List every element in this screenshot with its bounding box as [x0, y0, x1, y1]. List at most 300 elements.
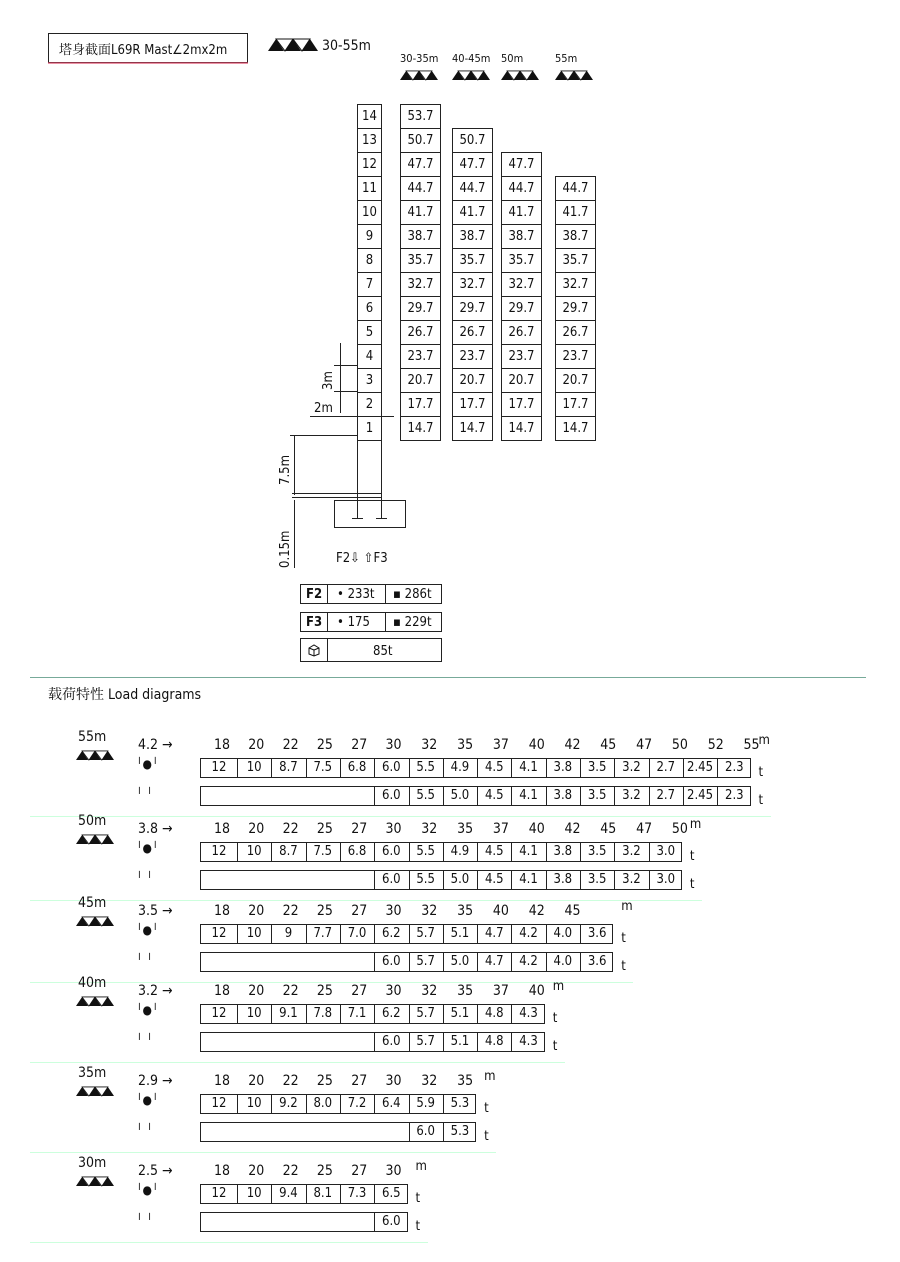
radius-label: 32: [421, 1073, 438, 1089]
four-fall-capacity-row: [200, 1094, 476, 1114]
capacity-cell: 4.2: [519, 926, 538, 941]
mast-height-cell: 23.7: [400, 344, 441, 369]
force-row: [300, 584, 442, 604]
capacity-cell: 9: [284, 926, 293, 941]
capacity-cell: 10: [246, 926, 262, 941]
radius-label: 18: [214, 983, 231, 999]
min-radius-label: 3.8 →: [138, 821, 173, 837]
capacity-cell: 3.8: [553, 844, 573, 859]
capacity-cell: 6.0: [382, 872, 401, 887]
lattice-jib-icon: [501, 70, 539, 81]
lattice-jib-icon: [76, 916, 114, 927]
foundation-block: [334, 500, 406, 528]
mast-height-cell: 29.7: [555, 296, 596, 321]
base-line-1: [292, 493, 382, 494]
force-value-a: • 175: [337, 615, 370, 630]
capacity-cell: 4.5: [484, 788, 504, 803]
radius-label: 32: [421, 903, 438, 919]
two-fall-hook-icon: ╵ ╵: [136, 1213, 153, 1227]
mast-height-cell: 44.7: [555, 176, 596, 201]
capacity-cell: 9.1: [279, 1006, 298, 1021]
capacity-cell: 5.5: [416, 788, 435, 803]
capacity-cell: 5.7: [416, 926, 435, 941]
radius-label: 30: [385, 1073, 402, 1089]
diagram-divider: [30, 1242, 428, 1243]
mast-section-title: 塔身截面L69R Mast∠2mx2m: [48, 33, 248, 63]
radius-label: 22: [282, 821, 299, 837]
mast-height-cell: 29.7: [452, 296, 493, 321]
radius-label: 18: [214, 903, 231, 919]
four-fall-hook-icon: ╵●╵: [136, 757, 159, 771]
mast-section-number: 6: [357, 296, 382, 321]
mast-left-leg: [357, 416, 358, 500]
mast-section-number: 10: [357, 200, 382, 225]
jib-length-label: 35m: [78, 1065, 107, 1081]
two-fall-capacity-row: [200, 1032, 545, 1052]
mast-right-leg: [381, 416, 382, 500]
capacity-cell: 10: [246, 1186, 262, 1201]
four-fall-capacity-row: [200, 924, 613, 944]
two-fall-hook-icon: ╵ ╵: [136, 953, 153, 967]
capacity-cell: 3.2: [622, 844, 641, 859]
mast-height-cell: 47.7: [501, 152, 542, 177]
mast-height-cell: 17.7: [501, 392, 542, 417]
mast-height-cell: 29.7: [400, 296, 441, 321]
capacity-cell: 12: [211, 1096, 227, 1111]
base-line-2: [292, 497, 382, 498]
dim-3m-line: [340, 343, 341, 413]
force-row: [300, 612, 442, 632]
capacity-cell: 4.7: [484, 954, 504, 969]
unit-t-label: t: [758, 765, 764, 780]
unit-t-label: t: [621, 931, 626, 946]
radius-label: 30: [385, 737, 402, 753]
capacity-cell: 5.3: [450, 1096, 470, 1111]
capacity-cell: 7.5: [313, 760, 333, 775]
capacity-cell: 6.0: [382, 844, 401, 859]
mast-height-cell: 14.7: [555, 416, 596, 441]
anchor-right: [381, 500, 382, 518]
radius-label: 25: [316, 821, 333, 837]
capacity-cell: 6.0: [382, 1214, 401, 1229]
capacity-cell: 2.3: [725, 788, 744, 803]
radius-label: 25: [316, 983, 333, 999]
dim-7-5m-tick: [290, 435, 358, 436]
mast-height-cell: 32.7: [400, 272, 441, 297]
lattice-jib-icon: [76, 1086, 114, 1097]
radius-label: 45: [564, 903, 581, 919]
load-diagrams-title: 载荷特性 Load diagrams: [48, 687, 202, 703]
jib-range-label: 30-55m: [322, 38, 371, 54]
capacity-cell: 4.8: [484, 1034, 504, 1049]
mast-height-cell: 20.7: [555, 368, 596, 393]
lattice-jib-icon: [76, 750, 114, 761]
mast-section-number: 8: [357, 248, 382, 273]
mast-height-cell: 41.7: [501, 200, 542, 225]
mast-height-cell: 44.7: [452, 176, 493, 201]
capacity-cell: 3.8: [553, 788, 573, 803]
radius-label: 37: [492, 737, 509, 753]
capacity-cell: 2.7: [656, 788, 676, 803]
mast-height-cell: 41.7: [555, 200, 596, 225]
radius-label: 27: [351, 1073, 368, 1089]
force-divider: [385, 585, 386, 603]
radius-label: 27: [351, 1163, 368, 1179]
unit-m-label: m: [552, 979, 565, 994]
diagram-divider: [30, 1062, 565, 1063]
capacity-cell: 4.5: [484, 872, 504, 887]
radius-label: 22: [282, 1163, 299, 1179]
capacity-cell: 4.2: [519, 954, 538, 969]
lattice-jib-icon: [555, 70, 593, 81]
radius-label: 27: [351, 821, 368, 837]
mast-height-cell: 26.7: [501, 320, 542, 345]
mast-section-number: 5: [357, 320, 382, 345]
anchor-left-foot: [352, 518, 363, 519]
force-divider: [327, 613, 328, 631]
capacity-cell: 4.7: [484, 926, 504, 941]
radius-label: 47: [636, 737, 653, 753]
lattice-jib-icon: [76, 996, 114, 1007]
unit-t-label: t: [758, 793, 764, 808]
mast-section-number: 4: [357, 344, 382, 369]
radius-label: 37: [492, 821, 509, 837]
radius-label: 50: [671, 821, 688, 837]
radius-label: 20: [248, 1073, 265, 1089]
two-fall-hook-icon: ╵ ╵: [136, 1123, 153, 1137]
dim-7-5m-line: [294, 435, 295, 495]
dim-0-15m-label: 0.15m: [278, 530, 293, 568]
capacity-cell: 3.5: [587, 844, 607, 859]
capacity-cell: 2.3: [725, 760, 744, 775]
capacity-cell: 6.8: [347, 760, 367, 775]
capacity-cell: 7.1: [347, 1006, 367, 1021]
radius-label: 42: [528, 903, 545, 919]
mast-height-cell: 50.7: [400, 128, 441, 153]
capacity-cell: 3.2: [622, 788, 641, 803]
mast-section-number: 12: [357, 152, 382, 177]
capacity-cell: 5.9: [416, 1096, 435, 1111]
radius-label: 25: [316, 903, 333, 919]
radius-label: 45: [600, 737, 617, 753]
capacity-cell: 4.5: [484, 760, 504, 775]
mast-column-label: 50m: [501, 52, 524, 65]
radius-label: 30: [385, 983, 402, 999]
mast-height-cell: 35.7: [400, 248, 441, 273]
mast-height-cell: 14.7: [501, 416, 542, 441]
mast-height-cell: 20.7: [501, 368, 542, 393]
mast-height-cell: 17.7: [555, 392, 596, 417]
mast-height-cell: 23.7: [555, 344, 596, 369]
radius-label: 47: [636, 821, 653, 837]
two-fall-capacity-row: [200, 1212, 408, 1232]
radius-label: 42: [564, 821, 581, 837]
force-divider: [327, 585, 328, 603]
force-value-b: ▪ 286t: [393, 587, 432, 602]
capacity-cell: 5.0: [450, 872, 470, 887]
capacity-cell: 7.8: [313, 1006, 333, 1021]
radius-label: 40: [528, 821, 545, 837]
dim-3m-tick-bottom: [334, 391, 358, 392]
unit-t-label: t: [484, 1101, 489, 1116]
capacity-cell: 3.5: [587, 760, 607, 775]
force-divider: [385, 613, 386, 631]
dim-3m-label: 3m: [321, 371, 336, 390]
capacity-cell: 10: [246, 1006, 262, 1021]
radius-label: 32: [421, 983, 438, 999]
mast-height-cell: 26.7: [452, 320, 493, 345]
radius-label: 52: [707, 737, 724, 753]
jib-length-label: 45m: [78, 895, 107, 911]
radius-label: 35: [457, 983, 474, 999]
capacity-cell: 4.9: [450, 844, 470, 859]
radius-label: 22: [282, 1073, 299, 1089]
radius-label: 30: [385, 903, 402, 919]
mast-height-cell: 38.7: [555, 224, 596, 249]
radius-label: 27: [351, 983, 368, 999]
mast-section-number: 11: [357, 176, 382, 201]
capacity-cell: 12: [211, 760, 227, 775]
capacity-cell: 4.9: [450, 760, 470, 775]
mast-height-cell: 35.7: [452, 248, 493, 273]
ballast-divider: [327, 639, 328, 661]
radius-label: 40: [528, 983, 545, 999]
capacity-cell: 2.7: [656, 760, 676, 775]
radius-label: 50: [671, 737, 688, 753]
four-fall-capacity-row: [200, 758, 751, 778]
capacity-cell: 7.3: [347, 1186, 367, 1201]
force-value-a: • 233t: [337, 587, 375, 602]
capacity-cell: 4.5: [484, 844, 504, 859]
mast-section-number: 7: [357, 272, 382, 297]
two-fall-capacity-row: [200, 952, 613, 972]
capacity-cell: 5.1: [450, 926, 470, 941]
mast-height-cell: 53.7: [400, 104, 441, 129]
capacity-cell: 6.0: [382, 788, 401, 803]
radius-label: 20: [248, 737, 265, 753]
mast-height-cell: 29.7: [501, 296, 542, 321]
mast-height-cell: 26.7: [555, 320, 596, 345]
min-radius-label: 3.2 →: [138, 983, 173, 999]
capacity-cell: 3.8: [553, 760, 573, 775]
radius-label: 35: [457, 1073, 474, 1089]
mast-column-label: 30-35m: [400, 52, 439, 65]
anchor-left: [357, 500, 358, 518]
capacity-cell: 3.2: [622, 872, 641, 887]
mast-height-cell: 38.7: [452, 224, 493, 249]
capacity-cell: 3.6: [587, 926, 607, 941]
lattice-jib-icon: [400, 70, 438, 81]
section-separator: [30, 677, 866, 678]
capacity-cell: 6.4: [382, 1096, 401, 1111]
capacity-cell: 6.8: [347, 844, 367, 859]
radius-label: 35: [457, 821, 474, 837]
radius-label: 18: [214, 1073, 231, 1089]
two-fall-capacity-row: [200, 786, 751, 806]
capacity-cell: 3.5: [587, 788, 607, 803]
four-fall-hook-icon: ╵●╵: [136, 841, 159, 855]
dim-0-15m-line: [294, 500, 295, 568]
capacity-cell: 10: [246, 844, 262, 859]
diagram-divider: [30, 900, 702, 901]
lattice-jib-icon: [76, 834, 114, 845]
mast-section-number: 1: [357, 416, 382, 441]
capacity-cell: 5.5: [416, 760, 435, 775]
mast-height-cell: 32.7: [452, 272, 493, 297]
capacity-cell: 6.0: [382, 1034, 401, 1049]
mast-height-cell: 38.7: [501, 224, 542, 249]
capacity-cell: 7.7: [313, 926, 333, 941]
radius-label: 30: [385, 821, 402, 837]
radius-label: 20: [248, 821, 265, 837]
capacity-cell: 6.0: [382, 954, 401, 969]
lattice-jib-icon: [76, 1176, 114, 1187]
title-underline: [48, 62, 248, 64]
capacity-cell: 12: [211, 1186, 227, 1201]
mast-section-number: 2: [357, 392, 382, 417]
capacity-cell: 5.7: [416, 1034, 435, 1049]
radius-label: 32: [421, 737, 438, 753]
radius-label: 35: [457, 903, 474, 919]
capacity-cell: 3.5: [587, 872, 607, 887]
mast-section-number: 13: [357, 128, 382, 153]
unit-m-label: m: [415, 1159, 427, 1174]
radius-label: 22: [282, 903, 299, 919]
radius-label: 20: [248, 1163, 265, 1179]
jib-length-label: 50m: [78, 813, 107, 829]
four-fall-capacity-row: [200, 842, 682, 862]
mast-height-cell: 20.7: [452, 368, 493, 393]
radius-label: 25: [316, 737, 333, 753]
mast-section-number: 14: [357, 104, 382, 129]
capacity-cell: 7.2: [347, 1096, 367, 1111]
capacity-cell: 3.6: [587, 954, 607, 969]
capacity-cell: 8.0: [313, 1096, 333, 1111]
capacity-cell: 8.7: [279, 844, 298, 859]
mast-height-cell: 35.7: [501, 248, 542, 273]
radius-label: 18: [214, 821, 231, 837]
radius-label: 45: [600, 821, 617, 837]
capacity-cell: 10: [246, 760, 262, 775]
unit-t-label: t: [552, 1011, 558, 1026]
mast-height-cell: 38.7: [400, 224, 441, 249]
capacity-cell: 8.1: [313, 1186, 333, 1201]
capacity-cell: 2.45: [687, 788, 714, 803]
radius-label: 37: [492, 983, 509, 999]
jib-length-label: 55m: [78, 729, 107, 745]
radius-label: 35: [457, 737, 474, 753]
capacity-cell: 3.0: [656, 872, 676, 887]
lattice-jib-icon: [268, 38, 318, 52]
two-fall-hook-icon: ╵ ╵: [136, 1033, 153, 1047]
capacity-cell: 9.2: [279, 1096, 298, 1111]
mast-height-cell: 23.7: [452, 344, 493, 369]
mast-height-cell: 41.7: [452, 200, 493, 225]
mast-height-cell: 23.7: [501, 344, 542, 369]
mast-height-cell: 47.7: [400, 152, 441, 177]
two-fall-hook-icon: ╵ ╵: [136, 871, 153, 885]
capacity-cell: 6.0: [382, 760, 401, 775]
dim-7-5m-label: 7.5m: [278, 455, 293, 485]
radius-label: 25: [316, 1163, 333, 1179]
mast-height-cell: 14.7: [400, 416, 441, 441]
mast-column-label: 40-45m: [452, 52, 491, 65]
capacity-cell: 6.2: [382, 926, 401, 941]
mast-height-cell: 35.7: [555, 248, 596, 273]
anchor-right-foot: [376, 518, 387, 519]
mast-height-cell: 47.7: [452, 152, 493, 177]
unit-t-label: t: [415, 1191, 421, 1206]
capacity-cell: 5.3: [450, 1124, 470, 1139]
mast-height-cell: 44.7: [400, 176, 441, 201]
radius-label: 40: [492, 903, 509, 919]
radius-label: 40: [528, 737, 545, 753]
dim-3m-tick-top: [334, 365, 358, 366]
capacity-cell: 5.1: [450, 1034, 470, 1049]
min-radius-label: 3.5 →: [138, 903, 173, 919]
unit-m-label: m: [689, 817, 702, 832]
four-fall-capacity-row: [200, 1004, 545, 1024]
ballast-block-icon: [307, 643, 321, 657]
capacity-cell: 4.0: [553, 926, 573, 941]
mast-height-cell: 20.7: [400, 368, 441, 393]
capacity-cell: 5.0: [450, 788, 470, 803]
dim-2m-line: [310, 416, 394, 417]
capacity-cell: 7.5: [313, 844, 333, 859]
ballast-value: 85t: [373, 644, 393, 659]
unit-t-label: t: [415, 1219, 421, 1234]
unit-t-label: t: [552, 1039, 558, 1054]
capacity-cell: 5.1: [450, 1006, 470, 1021]
four-fall-hook-icon: ╵●╵: [136, 1183, 159, 1197]
capacity-cell: 4.1: [519, 760, 538, 775]
radius-label: 22: [282, 983, 299, 999]
radius-label: 27: [351, 737, 368, 753]
capacity-cell: 12: [211, 844, 227, 859]
capacity-cell: 5.5: [416, 872, 435, 887]
capacity-cell: 5.7: [416, 954, 435, 969]
capacity-cell: 2.45: [687, 760, 714, 775]
capacity-cell: 4.8: [484, 1006, 504, 1021]
radius-label: 55: [743, 737, 760, 753]
radius-label: 20: [248, 903, 265, 919]
capacity-cell: 4.1: [519, 844, 538, 859]
radius-label: 18: [214, 737, 231, 753]
capacity-cell: 5.7: [416, 1006, 435, 1021]
diagram-divider: [30, 816, 771, 817]
capacity-cell: 5.0: [450, 954, 470, 969]
capacity-cell: 7.0: [347, 926, 367, 941]
mast-section-number: 9: [357, 224, 382, 249]
radius-label: 30: [385, 1163, 402, 1179]
mast-height-cell: 32.7: [501, 272, 542, 297]
jib-length-label: 30m: [78, 1155, 107, 1171]
unit-m-label: m: [484, 1069, 496, 1084]
mast-height-cell: 41.7: [400, 200, 441, 225]
diagram-divider: [30, 1152, 496, 1153]
capacity-cell: 3.8: [553, 872, 573, 887]
mast-column-label: 55m: [555, 52, 578, 65]
unit-m-label: m: [621, 899, 633, 914]
unit-t-label: t: [484, 1129, 489, 1144]
capacity-cell: 6.5: [382, 1186, 401, 1201]
ballast-row: [300, 638, 442, 662]
mast-height-cell: 26.7: [400, 320, 441, 345]
four-fall-hook-icon: ╵●╵: [136, 1093, 159, 1107]
jib-length-label: 40m: [78, 975, 107, 991]
two-fall-capacity-row: [200, 1122, 476, 1142]
capacity-cell: 12: [211, 1006, 227, 1021]
